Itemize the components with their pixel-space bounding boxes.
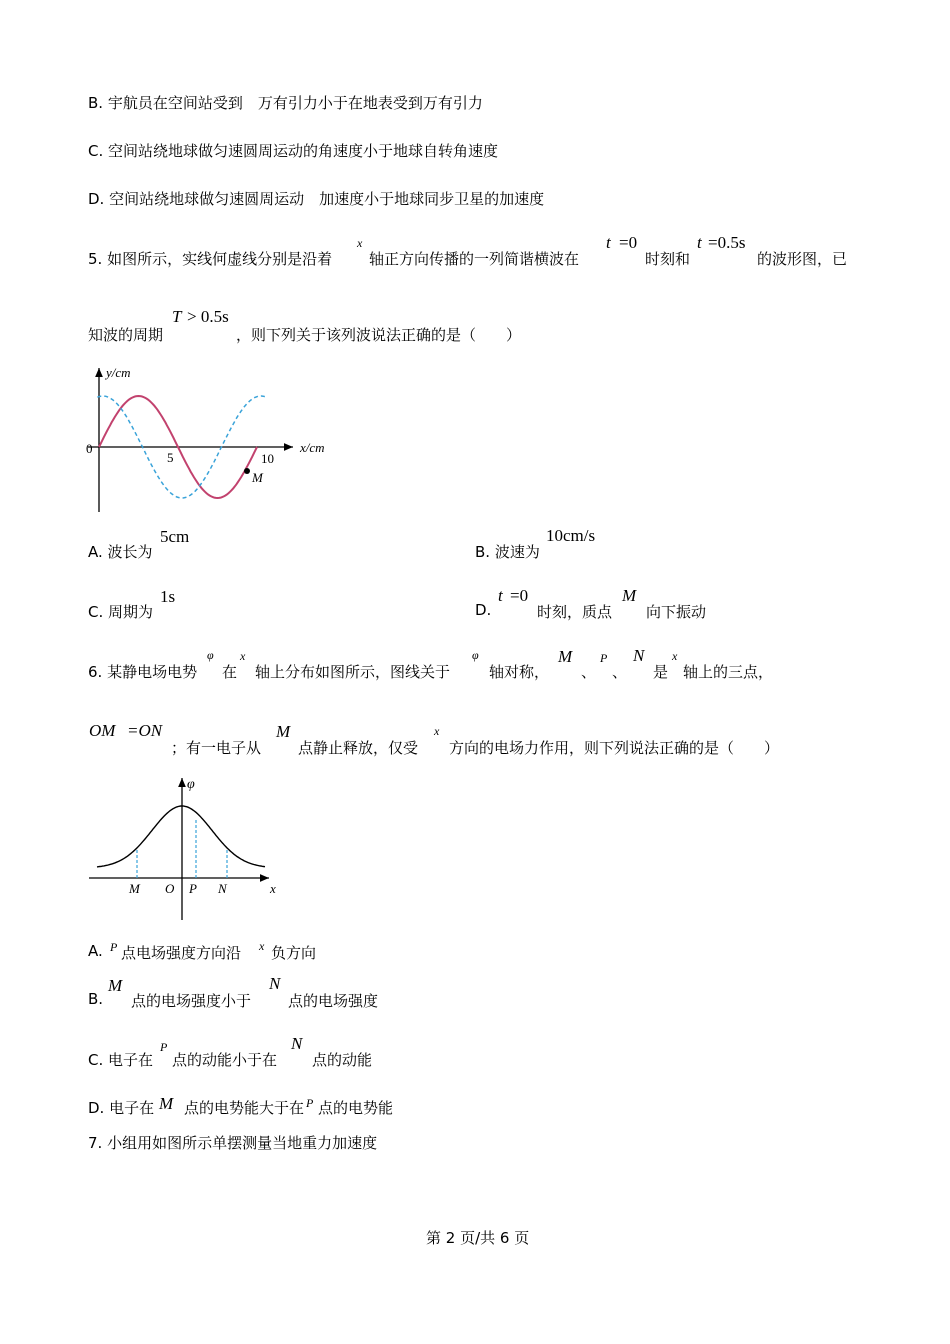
q6-var-phi1: φ — [207, 648, 214, 662]
origin-label: 0 — [86, 441, 93, 456]
tick-10-label: 10 — [261, 451, 274, 466]
q6-option-d-prefix: D. 电子在 — [88, 1099, 155, 1117]
q6-option-d-var-p: P — [306, 1096, 314, 1110]
tick-5-label: 5 — [167, 450, 174, 465]
q5-option-d-end: 向下振动 — [646, 603, 707, 621]
q5-option-a-label: A. 波长为 — [88, 543, 153, 561]
q6-option-b-end: 点的电场强度 — [288, 992, 379, 1010]
q6-stem-part6: 轴上的三点， — [683, 663, 774, 681]
point-o-label: O — [165, 881, 175, 896]
q5-option-c-label: C. 周期为 — [88, 603, 154, 621]
q5-option-b-value: 10cm/s — [546, 526, 596, 545]
q5-option-d-var-t: t — [498, 586, 503, 605]
q4-option-d: D. 空间站绕地球做匀速圆周运动 加速度小于地球同步卫星的加速度 — [88, 190, 545, 208]
q4-option-c: C. 空间站绕地球做匀速圆周运动的角速度小于地球自转角速度 — [88, 142, 499, 160]
q5-eq-t1: =0.5s — [708, 233, 746, 252]
q6-option-c-prefix: C. 电子在 — [88, 1051, 154, 1069]
q6-option-c-end: 点的动能 — [312, 1051, 373, 1069]
q6-option-c-var-p: P — [160, 1040, 168, 1054]
q5-var-t0: t — [606, 233, 611, 252]
q6-option-b-var-m: M — [108, 976, 123, 995]
q6-option-a-var-p: P — [110, 940, 118, 954]
q6-stem-part3: 轴上分布如图所示，图线关于 — [255, 663, 451, 681]
point-m-label: M — [129, 881, 140, 896]
q6-stem-part9: 方向的电场力作用，则下列说法正确的是（ ） — [449, 739, 780, 757]
q6-eq-om: OM — [89, 721, 116, 740]
q6-stem-part7: ；有一电子从 — [171, 739, 262, 757]
q6-option-c-var-n: N — [291, 1034, 303, 1053]
q6-var-x1: x — [240, 649, 246, 663]
q6-sep1: 、 — [581, 663, 597, 681]
q6-stem-part5: 是 — [653, 663, 669, 681]
q5-option-a-value: 5cm — [160, 527, 190, 546]
q6-var-n: N — [633, 646, 645, 665]
q5-period-condition: > 0.5s — [187, 307, 229, 326]
q6-var-x2: x — [672, 649, 678, 663]
q5-stem-part5: 知波的周期 — [88, 326, 164, 344]
q6-stem-part2: 在 — [222, 663, 238, 681]
q6-option-c-mid: 点的动能小于在 — [172, 1051, 278, 1069]
q6-option-a-mid: 点电场强度方向沿 — [121, 944, 242, 962]
q5-var-x: x — [357, 236, 363, 250]
wave-figure — [80, 360, 340, 520]
q6-stem-part4: 轴对称， — [489, 663, 550, 681]
q6-var-x3: x — [434, 724, 440, 738]
q5-eq-t0: =0 — [619, 233, 638, 252]
potential-curve — [97, 806, 265, 867]
q4-option-b: B. 宇航员在空间站受到 万有引力小于在地表受到万有引力 — [88, 94, 483, 112]
point-p-label: P — [189, 881, 197, 896]
q6-eq-on: =ON — [127, 721, 163, 740]
q6-option-a-end: 负方向 — [271, 944, 317, 962]
q5-option-d-eq: =0 — [510, 586, 529, 605]
q6-option-a-var-x: x — [259, 939, 265, 953]
q6-option-b-mid: 点的电场强度小于 — [131, 992, 252, 1010]
q6-stem-part8: 点静止释放，仅受 — [298, 739, 419, 757]
q5-option-d-label: D. — [475, 601, 492, 619]
q5-stem-part2: 轴正方向传播的一列简谐横波在 — [369, 250, 580, 268]
q6-option-b-var-n: N — [269, 974, 281, 993]
q5-stem-part3: 时刻和 — [645, 250, 691, 268]
q5-stem-part6: ，则下列关于该列波说法正确的是（ ） — [236, 326, 522, 344]
q6-sep2: 、 — [612, 663, 628, 681]
phi-axis-label: φ — [187, 777, 195, 792]
q6-option-a-prefix: A. — [88, 942, 103, 960]
q6-option-d-mid: 点的电势能大于在 — [184, 1099, 305, 1117]
q5-var-t1: t — [697, 233, 702, 252]
y-axis-label: y/cm — [106, 365, 131, 380]
potential-figure — [85, 770, 285, 925]
q5-option-c-value: 1s — [160, 587, 176, 606]
q5-stem-part1: 5. 如图所示，实线何虚线分别是沿着 — [88, 250, 333, 268]
q6-var-m: M — [558, 647, 573, 666]
point-m-label: M — [252, 470, 263, 485]
q5-var-T: T — [172, 307, 182, 326]
q5-stem-part4: 的波形图，已 — [757, 250, 848, 268]
q5-option-d-mid: 时刻，质点 — [537, 603, 613, 621]
q6-var-phi2: φ — [472, 648, 479, 662]
point-m-dot — [244, 468, 250, 474]
q6-stem-part1: 6. 某静电场电势 — [88, 663, 198, 681]
q6-option-d-end: 点的电势能 — [318, 1099, 394, 1117]
x-axis-label-potential: x — [270, 881, 276, 896]
point-n-label: N — [218, 881, 227, 896]
q6-var-m2: M — [276, 722, 291, 741]
q7-stem: 7. 小组用如图所示单摆测量当地重力加速度 — [88, 1134, 378, 1152]
q6-option-d-var-m: M — [159, 1094, 174, 1113]
x-axis-label: x/cm — [300, 440, 325, 455]
q6-option-b-prefix: B. — [88, 990, 104, 1008]
q6-var-p: P — [600, 651, 608, 665]
q5-option-b-label: B. 波速为 — [475, 543, 540, 561]
q5-option-d-var-m: M — [622, 586, 637, 605]
page-footer: 第 2 页/共 6 页 — [426, 1229, 530, 1247]
